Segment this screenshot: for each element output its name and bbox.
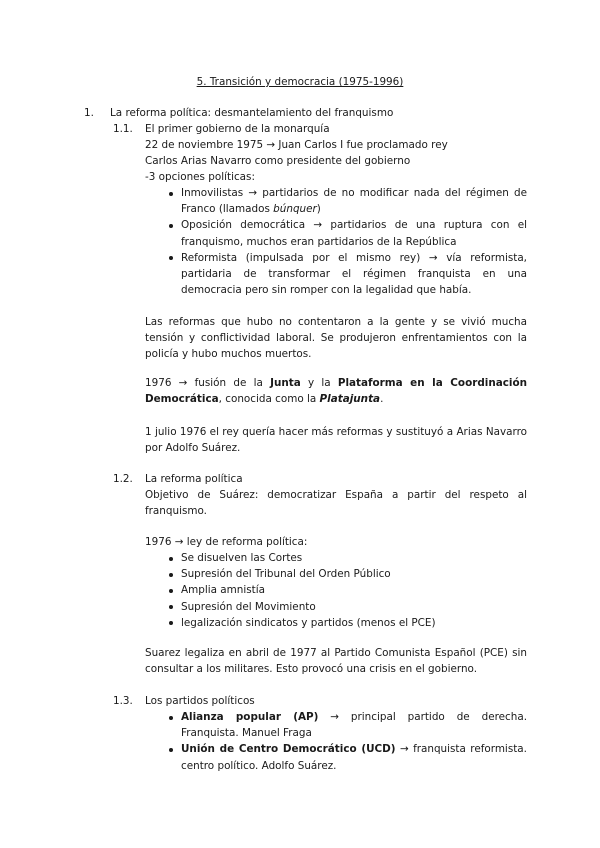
list-item: Oposición democrática → partidarios de una ruptura con el franquismo, muchos eran partidarios de la República	[145, 217, 527, 249]
text-line: 1976 → ley de reforma política:	[145, 536, 308, 548]
subsection-1-1-number: 1.1.	[113, 123, 133, 135]
list-item: Supresión del Tribunal del Orden Público	[145, 566, 527, 582]
text-line: -3 opciones políticas:	[145, 171, 255, 183]
paragraph: Las reformas que hubo no contentaron a la gente y se vivió mucha tensión y conflictividad laboral. Se produjeron enfrentamientos con la policía y hubo muchos muertos.	[145, 316, 527, 361]
list-item: Reformista (impulsada por el mismo rey) → vía reformista, partidaria de transformar el régimen franquista en una democracia pero sin romper con la legalidad que había.	[145, 250, 527, 299]
list-item: Inmovilistas → partidarios de no modificar nada del régimen de Franco (llamados búnquer)	[145, 185, 527, 217]
text-line: Carlos Arias Navarro como presidente del gobierno	[145, 155, 411, 167]
paragraph: 1976 → fusión de la Junta y la Plataforma en la Coordinación Democrática, conocida como la Platajunta.	[145, 377, 527, 406]
parties-list	[145, 709, 527, 774]
paragraph: Suarez legaliza en abril de 1977 al Partido Comunista Español (PCE) sin consultar a los militares. Esto provocó una crisis en el gobierno.	[145, 647, 527, 676]
list-item: Unión de Centro Democrático (UCD) → franquista reformista. centro político. Adolfo Suárez.	[145, 741, 527, 773]
text-line: 22 de noviembre 1975 → Juan Carlos I fue proclamado rey	[145, 139, 448, 151]
list-item: Se disuelven las Cortes	[145, 550, 527, 566]
list-item: Supresión del Movimiento	[145, 599, 527, 615]
paragraph: Objetivo de Suárez: democratizar España a partir del respeto al franquismo.	[145, 489, 527, 518]
document-title: 5. Transición y democracia (1975-1996)	[196, 76, 404, 88]
reform-items-list	[145, 550, 527, 631]
section-1-title: La reforma política: desmantelamiento del franquismo	[110, 107, 394, 119]
subsection-1-1-title: El primer gobierno de la monarquía	[145, 123, 330, 135]
political-options-list	[145, 185, 527, 298]
list-item: Amplia amnistía	[145, 582, 527, 598]
list-item: legalización sindicatos y partidos (menos el PCE)	[145, 615, 527, 631]
section-1-number: 1.	[84, 107, 94, 119]
subsection-1-3-title: Los partidos políticos	[145, 695, 255, 707]
subsection-1-2-number: 1.2.	[113, 473, 133, 485]
list-item: Alianza popular (AP) → principal partido de derecha. Franquista. Manuel Fraga	[145, 709, 527, 741]
subsection-1-2-title: La reforma política	[145, 473, 243, 485]
paragraph: 1 julio 1976 el rey quería hacer más reformas y sustituyó a Arias Navarro por Adolfo Suárez.	[145, 426, 527, 455]
subsection-1-3-number: 1.3.	[113, 695, 133, 707]
